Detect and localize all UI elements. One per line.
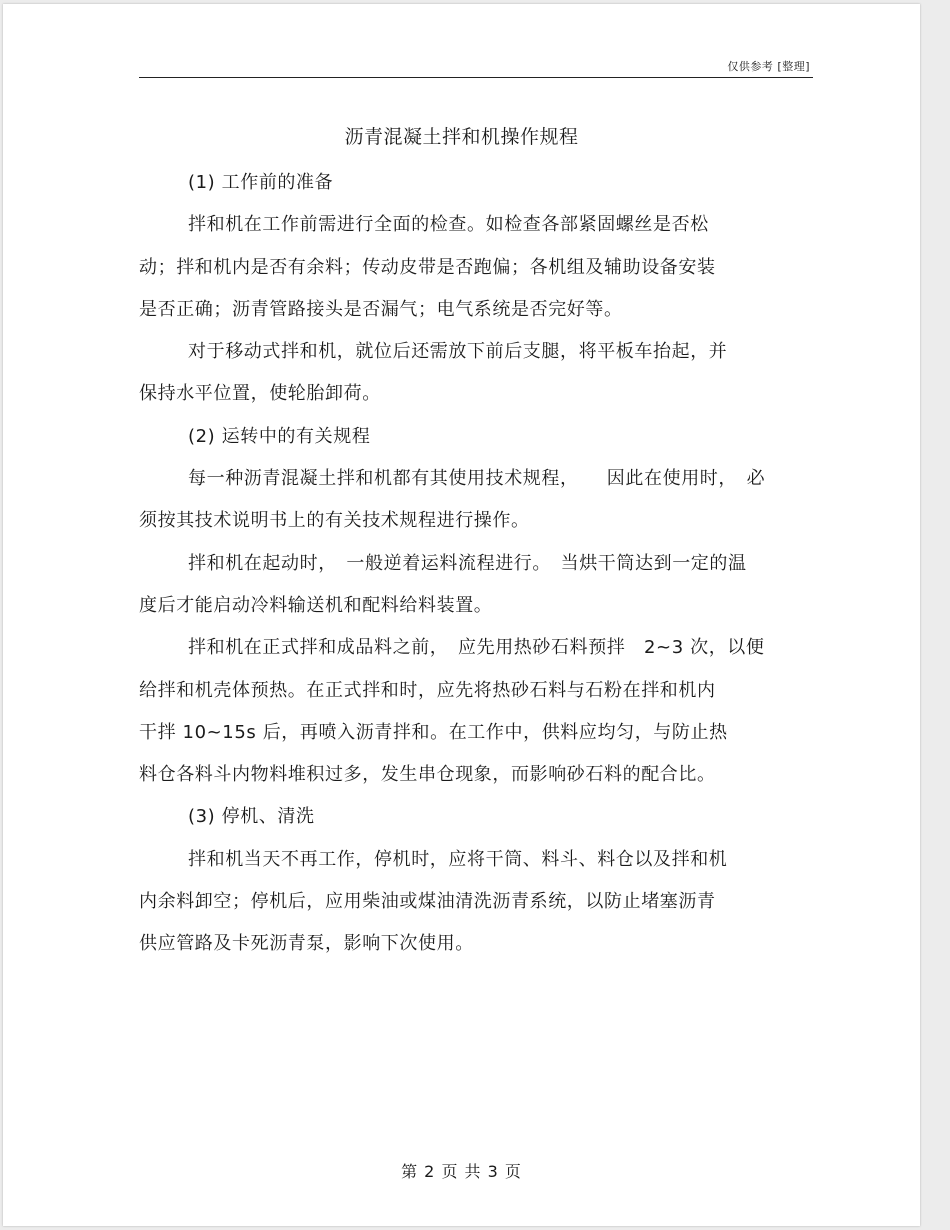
document-title: 沥青混凝土拌和机操作规程 [344,126,579,148]
body-line: 拌和机在工作前需进行全面的检查。如检查各部紧固螺丝是否松 [188,214,709,236]
body-line: 拌和机在起动时， 一般逆着运料流程进行。 当烘干筒达到一定的温 [188,552,747,574]
page-number: 第 2 页 共 3 页 [401,1162,522,1181]
body-line: 对于移动式拌和机，就位后还需放下前后支腿，将平板车抬起，并 [188,341,728,363]
document-page [3,4,920,1226]
header-divider [139,77,813,78]
body-line: (1) 工作前的准备 [188,172,334,193]
body-line: 给拌和机壳体预热。在正式拌和时，应先将热砂石料与石粉在拌和机内 [139,679,716,701]
header-note: 仅供参考 [整理] [727,60,810,73]
body-line: 拌和机当天不再工作，停机时，应将干筒、料斗、料仓以及拌和机 [188,848,728,870]
body-line: 是否正确；沥青管路接头是否漏气；电气系统是否完好等。 [139,298,623,320]
body-line: 干拌 10~15s 后，再喷入沥青拌和。在工作中，供料应均匀，与防止热 [139,721,728,743]
body-line: (3) 停机、清洗 [188,806,315,828]
body-line: 保持水平位置，使轮胎卸荷。 [139,383,381,405]
body-line: 供应管路及卡死沥青泵，影响下次使用。 [139,933,474,955]
body-line: 须按其技术说明书上的有关技术规程进行操作。 [139,510,530,532]
body-line: 拌和机在正式拌和成品料之前， 应先用热砂石料预拌 2~3 次，以便 [188,637,765,659]
body-line: (2) 运转中的有关规程 [188,425,371,447]
document-body [139,162,819,966]
body-line: 料仓各料斗内物料堆积过多，发生串仓现象，而影响砂石料的配合比。 [139,764,716,786]
body-line: 内余料卸空；停机后，应用柴油或煤油清洗沥青系统，以防止堵塞沥青 [139,891,716,913]
body-line: 度后才能启动冷料输送机和配料给料装置。 [139,594,493,616]
body-line: 每一种沥青混凝土拌和机都有其使用技术规程， 因此在使用时， 必 [188,468,766,490]
body-line: 动；拌和机内是否有余料；传动皮带是否跑偏；各机组及辅助设备安装 [139,256,716,278]
